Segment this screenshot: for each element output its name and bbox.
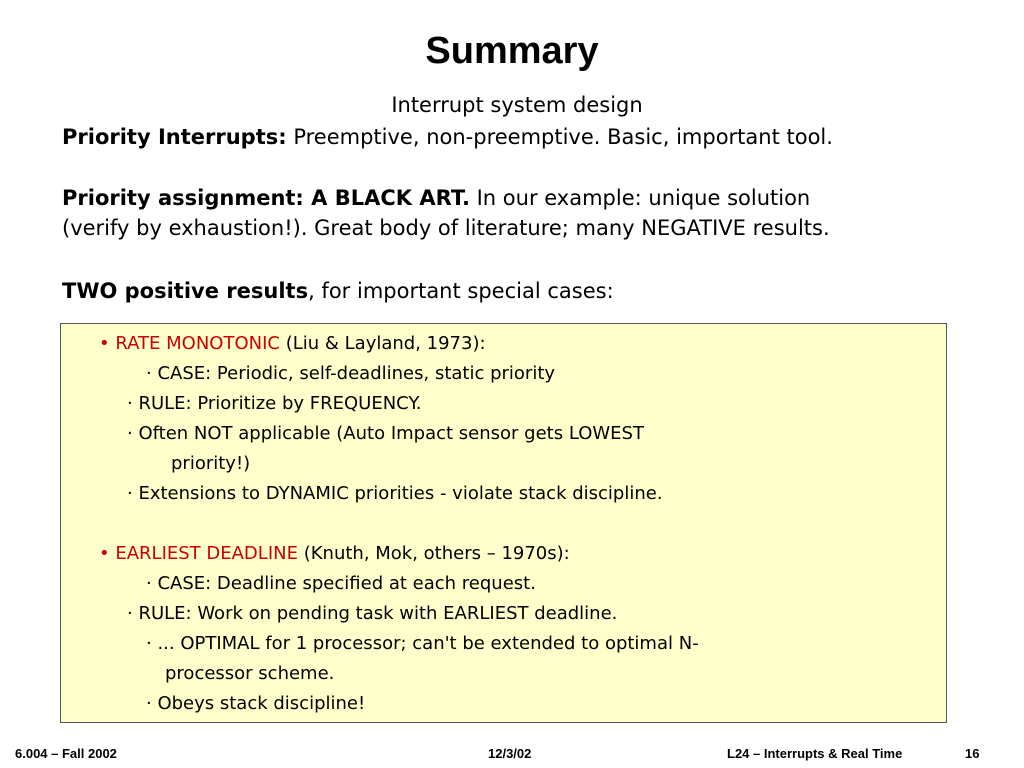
- rate-monotonic-bullet: •: [99, 333, 116, 354]
- footer-date: 12/3/02: [488, 746, 532, 761]
- earliest-deadline-title: EARLIEST DEADLINE: [115, 543, 298, 564]
- earliest-deadline-optimal-line1: · ... OPTIMAL for 1 processor; can't be extended to optimal N-: [146, 633, 699, 654]
- slide-subtitle: Interrupt system design: [391, 93, 643, 117]
- results-box: [60, 323, 947, 723]
- earliest-deadline-citation: (Knuth, Mok, others – 1970s):: [297, 543, 570, 564]
- priority-assignment-line2: (verify by exhaustion!). Great body of literature; many NEGATIVE results.: [62, 216, 830, 240]
- footer-page-number: 16: [965, 746, 980, 761]
- earliest-deadline-obeys: · Obeys stack discipline!: [146, 693, 366, 714]
- rate-monotonic-often-line2: priority!): [171, 453, 251, 474]
- rate-monotonic-title: RATE MONOTONIC: [115, 333, 280, 354]
- priority-assignment-paragraph: [62, 183, 810, 213]
- footer-course: 6.004 – Fall 2002: [15, 746, 117, 761]
- priority-interrupts-label: Priority Interrupts:: [62, 125, 287, 149]
- rate-monotonic-heading: [99, 333, 486, 355]
- priority-interrupts-paragraph: [62, 122, 833, 152]
- earliest-deadline-heading: [99, 543, 570, 565]
- earliest-deadline-optimal-line2: processor scheme.: [165, 663, 335, 684]
- rate-monotonic-case: · CASE: Periodic, self-deadlines, static priority: [146, 363, 556, 384]
- rate-monotonic-often-line1: · Often NOT applicable (Auto Impact sensor gets LOWEST: [127, 423, 644, 444]
- priority-assignment-text: In our example: unique solution: [469, 186, 811, 210]
- rate-monotonic-extensions: · Extensions to DYNAMIC priorities - violate stack discipline.: [127, 483, 663, 504]
- rate-monotonic-rule: · RULE: Prioritize by FREQUENCY.: [127, 393, 422, 414]
- priority-assignment-label: Priority assignment: A BLACK ART.: [62, 186, 470, 210]
- earliest-deadline-bullet: •: [99, 543, 116, 564]
- earliest-deadline-case: · CASE: Deadline specified at each request.: [146, 573, 536, 594]
- positive-results-label: TWO positive results: [62, 279, 309, 303]
- positive-results-text: , for important special cases:: [308, 279, 614, 303]
- priority-interrupts-text: Preemptive, non-preemptive. Basic, important tool.: [286, 125, 833, 149]
- slide-title: Summary: [425, 30, 599, 72]
- rate-monotonic-citation: (Liu & Layland, 1973):: [279, 333, 486, 354]
- earliest-deadline-rule: · RULE: Work on pending task with EARLIEST deadline.: [127, 603, 618, 624]
- footer-lecture: L24 – Interrupts & Real Time: [727, 746, 903, 761]
- positive-results-paragraph: [62, 276, 614, 306]
